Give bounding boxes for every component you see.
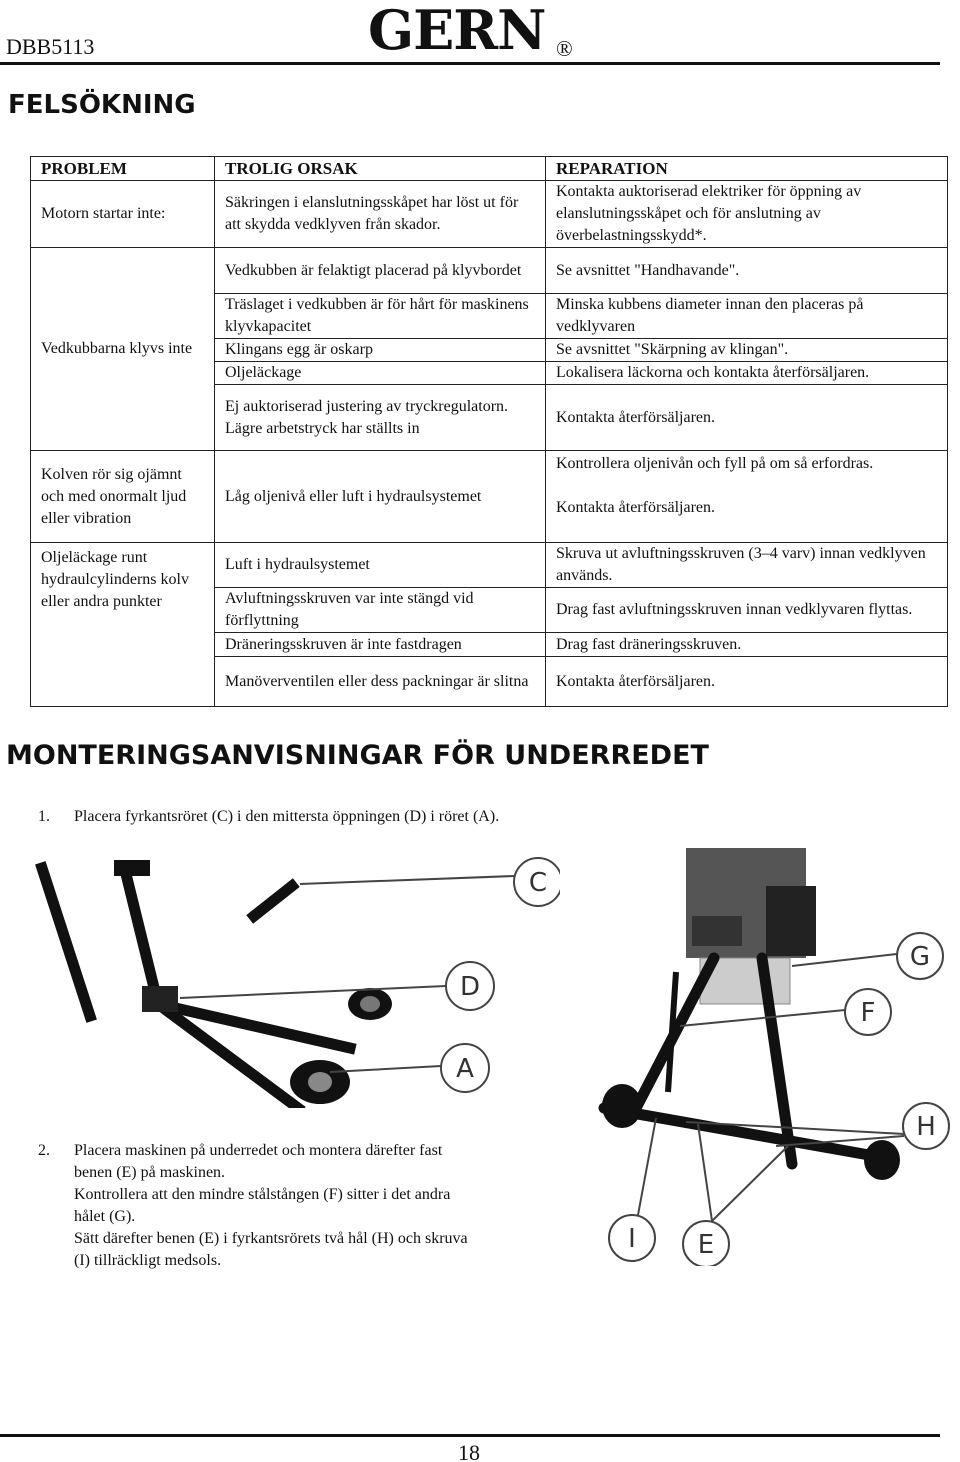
callout-label: A	[456, 1054, 474, 1084]
header-divider	[0, 62, 940, 65]
model-code: DBB5113	[6, 34, 95, 59]
callout-label: I	[628, 1224, 636, 1254]
square-tube	[604, 1108, 886, 1158]
repair-cell: Skruva ut avluftningsskruven (3–4 varv) innan vedklyven används.	[546, 543, 948, 588]
step-text: Placera fyrkantsröret (C) i den mittersta öppningen (D) i röret (A).	[74, 808, 500, 825]
table-row	[31, 451, 948, 543]
problem-cell: Oljeläckage runt hydraulcylinderns kolv eller andra punkter	[31, 543, 215, 707]
troubleshooting-table	[30, 156, 948, 707]
steel-rod-f	[668, 972, 676, 1092]
repair-cell: Kontakta återförsäljaren.	[546, 657, 948, 707]
assembly-step-1	[38, 806, 638, 828]
footer-divider	[0, 1434, 940, 1437]
step-text: Kontrollera att den mindre stålstången (F) sitter i det andra	[74, 1186, 451, 1203]
repair-cell: Minska kubbens diameter innan den placeras på vedklyvaren	[546, 294, 948, 339]
repair-text: Kontakta återförsäljaren.	[556, 499, 716, 516]
repair-text: Kontrollera oljenivån och fyll på om så erfordras.	[556, 455, 874, 472]
wheel	[290, 1060, 350, 1104]
callout-label: G	[909, 942, 931, 972]
wheel	[348, 988, 392, 1020]
callout-label: H	[916, 1112, 936, 1142]
repair-cell	[546, 451, 948, 543]
repair-cell: Kontakta återförsäljaren.	[546, 385, 948, 451]
cause-cell: Säkringen i elanslutningsskåpet har löst ut för att skydda vedklyven från skador.	[215, 181, 546, 248]
column-header: TROLIG ORSAK	[215, 157, 546, 181]
callout-label: E	[697, 1230, 715, 1260]
cause-cell: Avluftningsskruven var inte stängd vid förflyttning	[215, 588, 546, 633]
bracket-d	[142, 986, 178, 1012]
table-row	[31, 248, 948, 294]
registered-mark: ®	[556, 36, 573, 61]
cause-cell: Ej auktoriserad justering av tryckregulatorn. Lägre arbetstryck har ställts in	[215, 385, 546, 451]
step-number: 1.	[38, 808, 50, 825]
problem-cell: Kolven rör sig ojämnt och med onormalt ljud eller vibration	[31, 451, 215, 543]
callout-label: C	[528, 868, 548, 898]
repair-cell: Drag fast avluftningsskruven innan vedklyvaren flyttas.	[546, 588, 948, 633]
table-row	[31, 543, 948, 588]
section-title-assembly: MONTERINGSANVISNINGAR FÖR UNDERREDET	[6, 740, 709, 771]
repair-cell: Se avsnittet "Skärpning av klingan".	[546, 339, 948, 362]
tube-plate	[114, 860, 150, 876]
cause-cell: Dräneringsskruven är inte fastdragen	[215, 633, 546, 657]
repair-cell: Drag fast dräneringsskruven.	[546, 633, 948, 657]
callout-label: F	[860, 998, 876, 1028]
problem-cell: Motorn startar inte:	[31, 181, 215, 248]
cause-cell: Luft i hydraulsystemet	[215, 543, 546, 588]
step-text: hålet (G).	[74, 1208, 136, 1225]
square-tube-c	[126, 874, 158, 1004]
section-title-troubleshooting: FELSÖKNING	[8, 90, 196, 120]
cause-cell: Träslaget i vedkubben är för hårt för maskinens klyvkapacitet	[215, 294, 546, 339]
step-text: (I) tillräckligt medsols.	[74, 1252, 222, 1269]
step-number: 2.	[38, 1142, 50, 1159]
page-number: 18	[458, 1440, 480, 1462]
brand-logo: GERN	[368, 0, 546, 62]
problem-cell: Vedkubbarna klyvs inte	[31, 248, 215, 451]
step-text: benen (E) på maskinen.	[74, 1164, 226, 1181]
cause-cell: Låg oljenivå eller luft i hydraulsystemet	[215, 451, 546, 543]
repair-cell: Se avsnittet "Handhavande".	[546, 248, 948, 294]
wheel	[864, 1140, 900, 1180]
cause-cell: Manöverventilen eller dess packningar är slitna	[215, 657, 546, 707]
cause-cell: Klingans egg är oskarp	[215, 339, 546, 362]
step-text: Placera maskinen på underredet och montera därefter fast	[74, 1142, 443, 1159]
figure-machine-on-stand	[556, 846, 960, 1266]
table-header-row	[31, 157, 948, 181]
callout-label: D	[459, 972, 481, 1002]
figure-stand-frame	[30, 846, 560, 1108]
column-header: PROBLEM	[31, 157, 215, 181]
cause-cell: Vedkubben är felaktigt placerad på klyvbordet	[215, 248, 546, 294]
wheel	[602, 1084, 642, 1128]
table-row	[31, 181, 948, 248]
motor-box	[766, 886, 816, 956]
repair-cell: Lokalisera läckorna och kontakta återförsäljaren.	[546, 362, 948, 385]
column-header: REPARATION	[546, 157, 948, 181]
step-text: Sätt därefter benen (E) i fyrkantsrörets två hål (H) och skruva	[74, 1230, 468, 1247]
assembly-step-2	[38, 1140, 558, 1274]
cause-cell: Oljeläckage	[215, 362, 546, 385]
repair-cell: Kontakta auktoriserad elektriker för öppning av elanslutningsskåpet och för anslutning av överbelastningsskydd*.	[546, 181, 948, 248]
